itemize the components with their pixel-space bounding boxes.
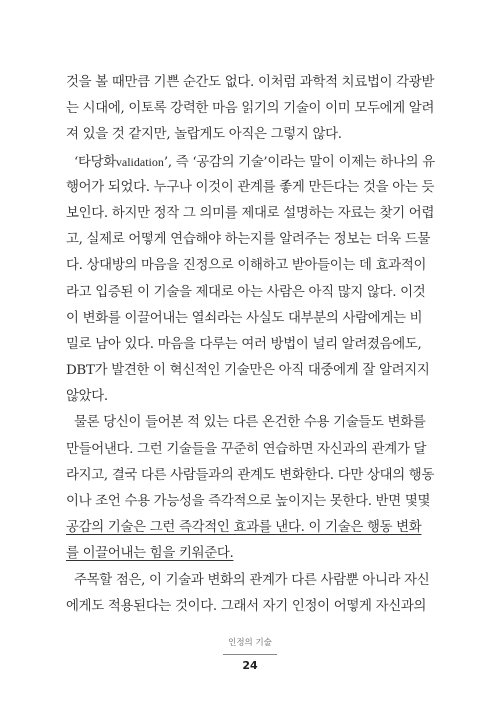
text-line: 행어가 되었다. 누구나 이것이 관계를 좋게 만든다는 것을 아는 듯 xyxy=(66,179,435,195)
text-line: 이 변화를 이끌어내는 열쇠라는 사실도 대부분의 사람에게는 비 xyxy=(66,310,423,326)
body-text xyxy=(66,70,435,620)
latin-term: validation xyxy=(115,154,164,169)
text-line: 져 있을 것 같지만, 놀랍게도 아직은 그렇지 않다. xyxy=(66,127,342,143)
text-line: 주목할 점은, 이 기술과 변화의 관계가 다른 사람뿐 아니라 자신 xyxy=(74,572,430,588)
text-line: 다. 상대방의 마음을 진정으로 이해하고 받아들이는 데 효과적이 xyxy=(66,258,427,274)
text-line: 밀로 남아 있다. 마음을 다루는 여러 방법이 널리 알려졌음에도, xyxy=(66,336,422,352)
text-line: 것을 볼 때만큼 기쁜 순간도 없다. 이처럼 과학적 치료법이 각광받 xyxy=(66,75,435,90)
underlined-line-end xyxy=(66,541,406,567)
text-line: 라고 입증된 이 기술을 제대로 아는 사람은 아직 많지 않다. 이것 xyxy=(66,284,426,300)
underlined-text: 를 이끌어내는 힘을 키워준다. xyxy=(66,546,234,562)
text-line: 라지고, 결국 다른 사람들과의 관계도 변화한다. 다만 상대의 행동 xyxy=(66,467,435,483)
footer-divider xyxy=(223,654,277,655)
text-segment: ’, 즉 ‘공감의 기술’이라는 말이 이제는 하나의 유 xyxy=(163,154,435,170)
text-line: 않았다. xyxy=(66,389,108,405)
text-line: 고, 실제로 어떻게 연습해야 하는지를 알려주는 정보는 더욱 드물 xyxy=(66,232,431,248)
page-number: 24 xyxy=(242,659,258,672)
text-line: DBT가 발견한 이 혁신적인 기술만은 아직 대중에게 잘 알려지지 xyxy=(66,363,430,379)
text-line: 물론 당신이 들어본 적 있는 다른 온건한 수용 기술들도 변화를 xyxy=(74,415,426,431)
text-line: 이나 조언 수용 가능성을 즉각적으로 높이지는 못한다. 반면 몇몇 xyxy=(66,494,431,509)
running-footer-title: 인정의 기술 xyxy=(228,638,272,648)
text-line: 에게도 적용된다는 것이다. 그래서 자기 인정이 어떻게 자신과의 xyxy=(66,598,427,614)
text-line: 만들어낸다. 그런 기술들을 꾸준히 연습하면 자신과의 관계가 달 xyxy=(66,441,427,457)
underlined-line: 공감의 기술은 그런 즉각적인 효과를 낸다. 이 기술은 행동 변화 xyxy=(66,520,422,536)
page-footer xyxy=(200,637,300,673)
text-segment: ‘타당화 xyxy=(74,154,116,170)
text-line: 보인다. 하지만 정작 그 의미를 제대로 설명하는 자료는 찾기 어렵 xyxy=(66,205,435,221)
text-line: 는 시대에, 이토록 강력한 마음 읽기의 기술이 이미 모두에게 알려 xyxy=(66,101,435,117)
text-line xyxy=(66,149,435,175)
